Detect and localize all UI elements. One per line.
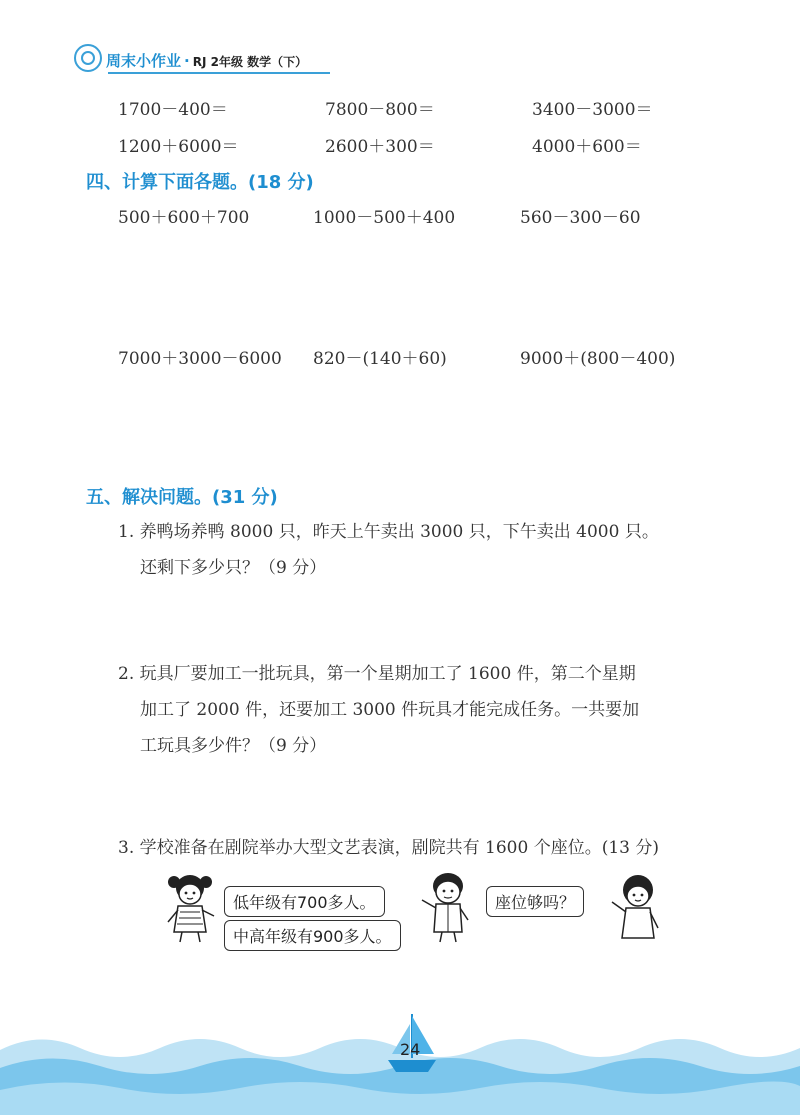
problem-1-line: 还剩下多少只？（9 分） — [140, 558, 327, 578]
header-dot: · — [184, 52, 190, 70]
expression-item: 500＋600＋700 — [118, 208, 250, 228]
section-5-title: 五、解决问题。(31 分) — [86, 487, 278, 508]
calc-item: 2600＋300＝ — [325, 137, 435, 157]
calc-item: 7800－800＝ — [325, 100, 435, 120]
girl-right-illustration — [604, 872, 664, 944]
speech-bubble — [486, 886, 584, 917]
page-header — [74, 42, 308, 76]
expression-item: 560－300－60 — [520, 208, 641, 228]
expression-item: 820－(140＋60) — [313, 349, 447, 369]
calc-item: 4000＋600＝ — [532, 137, 642, 157]
problem-1-line: 1. 养鸭场养鸭 8000 只，昨天上午卖出 3000 只，下午卖出 4000 只。 — [118, 522, 659, 542]
header-title-text: 周末小作业 — [106, 52, 182, 70]
girl-left-illustration — [160, 872, 222, 944]
expression-item: 9000＋(800－400) — [520, 349, 676, 369]
problem-2-line: 2. 玩具厂要加工一批玩具，第一个星期加工了 1600 件，第二个星期 — [118, 664, 636, 684]
calc-item: 3400－3000＝ — [532, 100, 653, 120]
problem-2 — [118, 656, 728, 764]
expression-item: 7000＋3000－6000 — [118, 349, 282, 369]
speech-bubble — [224, 886, 385, 917]
speech-bubble-text: 座位够吗？ — [495, 893, 576, 912]
logo-icon — [74, 44, 102, 72]
expression-item: 1000－500＋400 — [313, 208, 456, 228]
calc-item: 1200＋6000＝ — [118, 137, 239, 157]
page-number: 24 — [400, 1040, 421, 1059]
header-title — [106, 50, 307, 71]
speech-bubble-text: 中高年级有900多人。 — [233, 927, 392, 946]
problem-3 — [118, 830, 728, 866]
section-4-title: 四、计算下面各题。(18 分) — [86, 172, 314, 193]
calc-item: 1700－400＝ — [118, 100, 228, 120]
problem-1 — [118, 514, 728, 586]
boy-illustration — [416, 870, 476, 944]
header-subtitle: RJ 2年级 数学（下） — [192, 55, 308, 69]
speech-bubble — [224, 920, 401, 951]
speech-bubble-text: 低年级有700多人。 — [233, 893, 376, 912]
problem-2-line: 工玩具多少件？（9 分） — [140, 736, 327, 756]
problem-3-line: 3. 学校准备在剧院举办大型文艺表演，剧院共有 1600 个座位。(13 分) — [118, 838, 659, 858]
header-underline — [108, 72, 330, 74]
problem-2-line: 加工了 2000 件，还要加工 3000 件玩具才能完成任务。一共要加 — [140, 700, 640, 720]
